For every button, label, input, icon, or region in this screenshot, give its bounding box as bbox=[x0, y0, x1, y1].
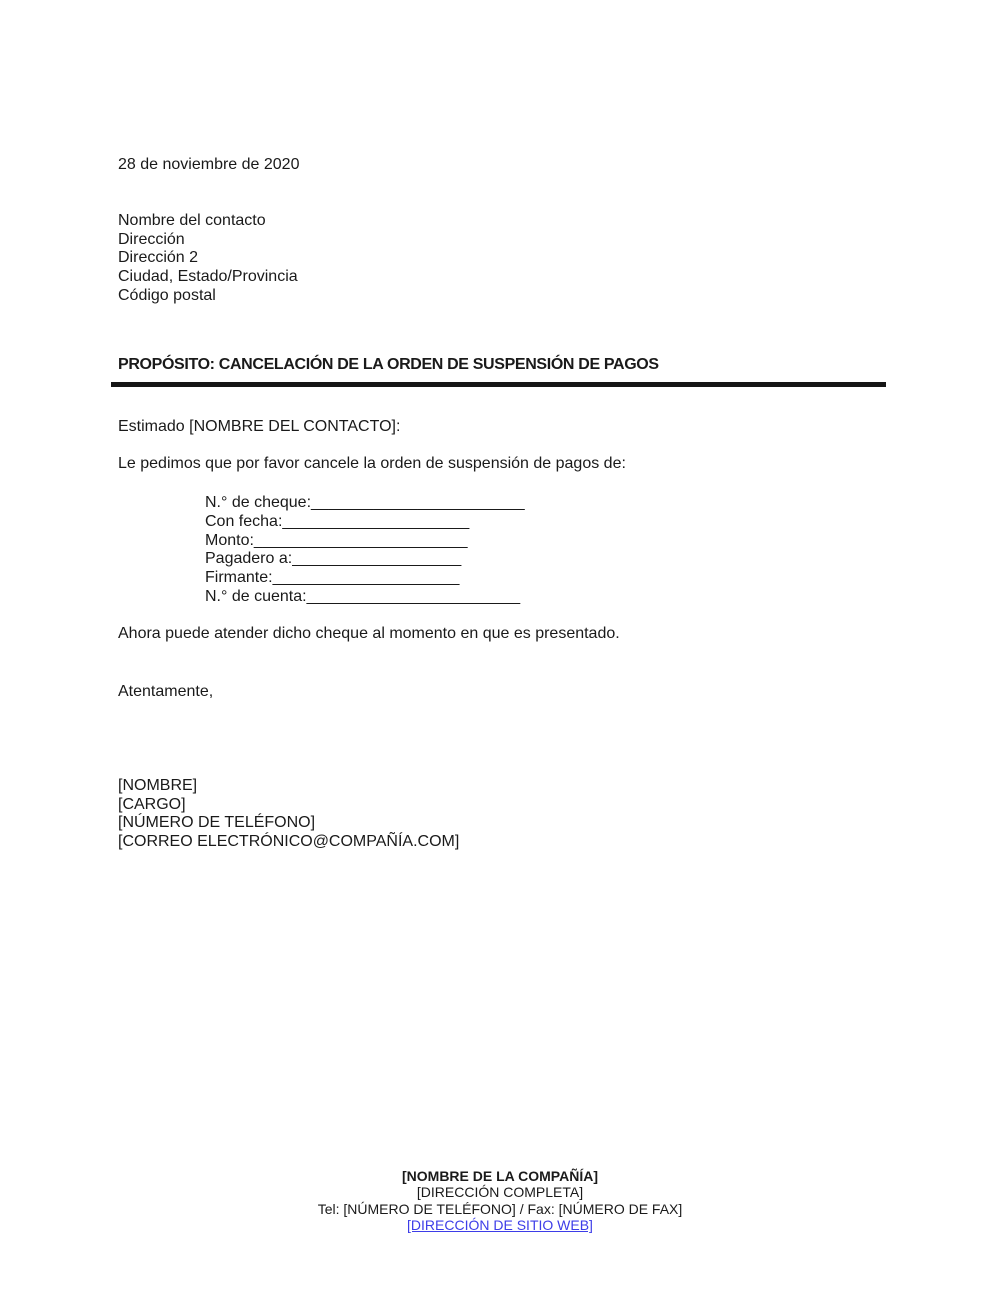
field-label: Firmante: bbox=[205, 569, 273, 587]
recipient-block bbox=[118, 212, 298, 306]
field-blank-line: _____________________ bbox=[282, 512, 470, 530]
field-row-account-number bbox=[205, 588, 525, 607]
field-row-date bbox=[205, 513, 525, 532]
intro-paragraph: Le pedimos que por favor cancele la orden de suspensión de pagos de: bbox=[118, 455, 626, 472]
recipient-line-address2: Dirección 2 bbox=[118, 249, 199, 267]
footer-phone-fax: Tel: [NÚMERO DE TELÉFONO] / Fax: [NÚMERO DE FAX] bbox=[317, 1200, 683, 1217]
signature-email: [CORREO ELECTRÓNICO@COMPAÑÍA.COM] bbox=[118, 833, 460, 851]
field-blank-line: _____________________ bbox=[272, 569, 460, 587]
field-blank-line: ___________________ bbox=[292, 550, 462, 568]
recipient-line-name: Nombre del contacto bbox=[118, 212, 266, 229]
signature-title: [CARGO] bbox=[118, 795, 186, 813]
field-blank-line: ________________________ bbox=[311, 494, 525, 511]
field-label: N.° de cheque: bbox=[205, 494, 312, 511]
field-row-amount bbox=[205, 532, 525, 551]
letter-date: 28 de noviembre de 2020 bbox=[118, 156, 300, 173]
company-footer bbox=[0, 1168, 1000, 1234]
subject-rule bbox=[111, 356, 886, 387]
field-row-signer bbox=[205, 569, 525, 588]
recipient-line-postal: Código postal bbox=[118, 286, 216, 304]
signature-name: [NOMBRE] bbox=[118, 777, 198, 794]
field-blank-line: ________________________ bbox=[253, 531, 468, 549]
field-label: Monto: bbox=[205, 531, 254, 549]
field-label: N.° de cuenta: bbox=[205, 587, 307, 605]
signature-block bbox=[118, 777, 459, 852]
field-blank-line: ________________________ bbox=[306, 587, 521, 605]
recipient-line-address1: Dirección bbox=[118, 230, 185, 248]
recipient-line-city: Ciudad, Estado/Provincia bbox=[118, 268, 298, 286]
website-link[interactable]: [DIRECCIÓN DE SITIO WEB] bbox=[407, 1217, 593, 1234]
field-row-payable-to bbox=[205, 550, 525, 569]
check-fields-block bbox=[205, 494, 525, 607]
closing-paragraph: Ahora puede atender dicho cheque al momento en que es presentado. bbox=[118, 625, 620, 642]
valediction: Atentamente, bbox=[118, 683, 214, 700]
footer-company-name: [NOMBRE DE LA COMPAÑÍA] bbox=[402, 1168, 598, 1184]
field-row-check-number bbox=[205, 494, 525, 513]
field-label: Pagadero a: bbox=[205, 550, 293, 568]
field-label: Con fecha: bbox=[205, 512, 283, 530]
signature-phone: [NÚMERO DE TELÉFONO] bbox=[118, 814, 316, 832]
salutation: Estimado [NOMBRE DEL CONTACTO]: bbox=[118, 418, 401, 435]
subject-title: PROPÓSITO: CANCELACIÓN DE LA ORDEN DE SUSPENSIÓN DE PAGOS bbox=[118, 356, 659, 373]
footer-address: [DIRECCIÓN COMPLETA] bbox=[416, 1184, 584, 1201]
